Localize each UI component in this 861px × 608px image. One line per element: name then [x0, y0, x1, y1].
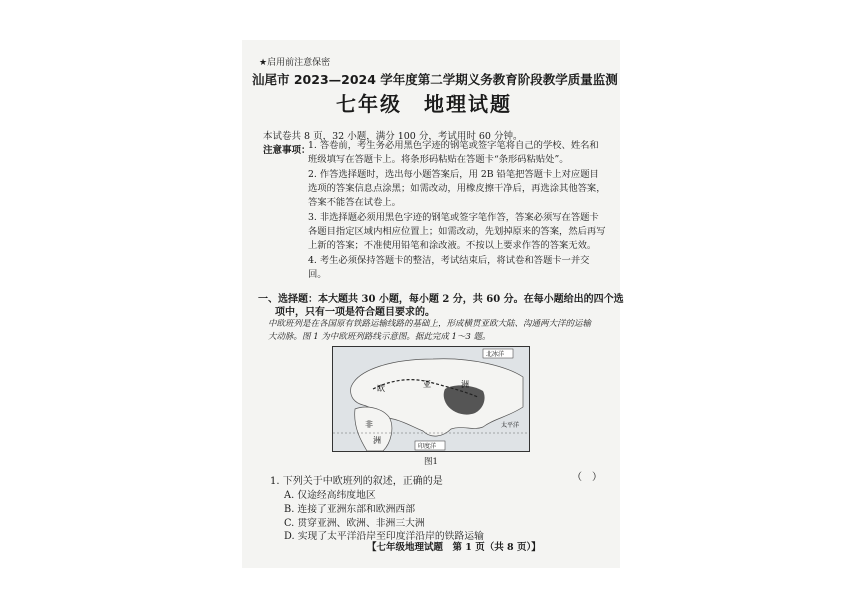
label-africa-1: 非	[365, 420, 373, 429]
notice-item-3: 3. 非选择题必须用黑色字迹的钢笔或签字笔作答，答案必须写在答题卡各题目指定区域内相应位置上；如需改动，先划掉原来的答案，然后再写上新的答案；不准使用铅笔和涂改液。不按以上要求作答的答案无效。	[308, 212, 606, 252]
option-b: B. 连接了亚洲东部和欧洲西部	[284, 504, 415, 515]
label-arctic: 北冰洋	[486, 351, 505, 358]
world-map-figure	[333, 347, 529, 451]
label-asia-1: 亚	[423, 380, 431, 389]
notice-item-2: 2. 作答选择题时，选出每小题答案后，用 2B 铅笔把答题卡上对应题目选项的答案信息点涂黑；如需改动，用橡皮擦干净后，再选涂其他答案，答案不能答在试卷上。	[308, 169, 606, 209]
option-c: C. 贯穿亚洲、欧洲、非洲三大洲	[284, 518, 425, 529]
label-europe: 欧	[377, 384, 385, 393]
label-pacific: 太平洋	[501, 422, 520, 429]
notice-label: 注意事项：	[263, 145, 311, 156]
section-title: 一、选择题：本大题共 30 小题，每小题 2 分，共 60 分。在每小题给出的四个选	[258, 294, 624, 305]
railway-route-map	[332, 346, 530, 452]
question-1: 1. 下列关于中欧班列的叙述，正确的是	[270, 476, 443, 487]
question-intro: 中欧班列是在各国原有铁路运输线路的基础上，形成横贯亚欧大陆、沟通两大洋的运输大动脉。图 1 为中欧班列路线示意图。据此完成 1～3 题。	[268, 319, 592, 342]
figure-caption: 图1	[424, 457, 438, 467]
option-d: D. 实现了太平洋沿岸至印度洋沿岸的铁路运输	[284, 531, 484, 542]
confidential-mark: ★启用前注意保密	[259, 58, 331, 68]
exam-title: 汕尾市 2023—2024 学年度第二学期义务教育阶段教学质量监测	[252, 72, 618, 87]
notice-item-4: 4. 考生必须保持答题卡的整洁，考试结束后，将试卷和答题卡一并交回。	[308, 255, 590, 281]
grade-title: 七年级 地理试题	[336, 92, 512, 116]
notice-item-1: 1. 答卷前，考生务必用黑色字迹的钢笔或签字笔将自己的学校、姓名和班级填写在答题卡上。将条形码粘贴在答题卡“条形码粘贴处”。	[308, 140, 599, 166]
option-a: A. 仅途经高纬度地区	[284, 490, 376, 501]
label-africa-2: 洲	[373, 436, 381, 445]
page-footer: 【七年级地理试题 第 1 页（共 8 页）】	[367, 542, 541, 553]
answer-parenthesis: （ ）	[572, 472, 602, 483]
section-title-cont: 项中，只有一项是符合题目要求的。	[275, 307, 435, 318]
label-indian-ocean: 印度洋	[418, 443, 437, 450]
exam-info: 本试卷共 8 页，32 小题，满分 100 分，考试用时 60 分钟。	[263, 131, 523, 142]
label-asia-2: 洲	[461, 380, 469, 389]
